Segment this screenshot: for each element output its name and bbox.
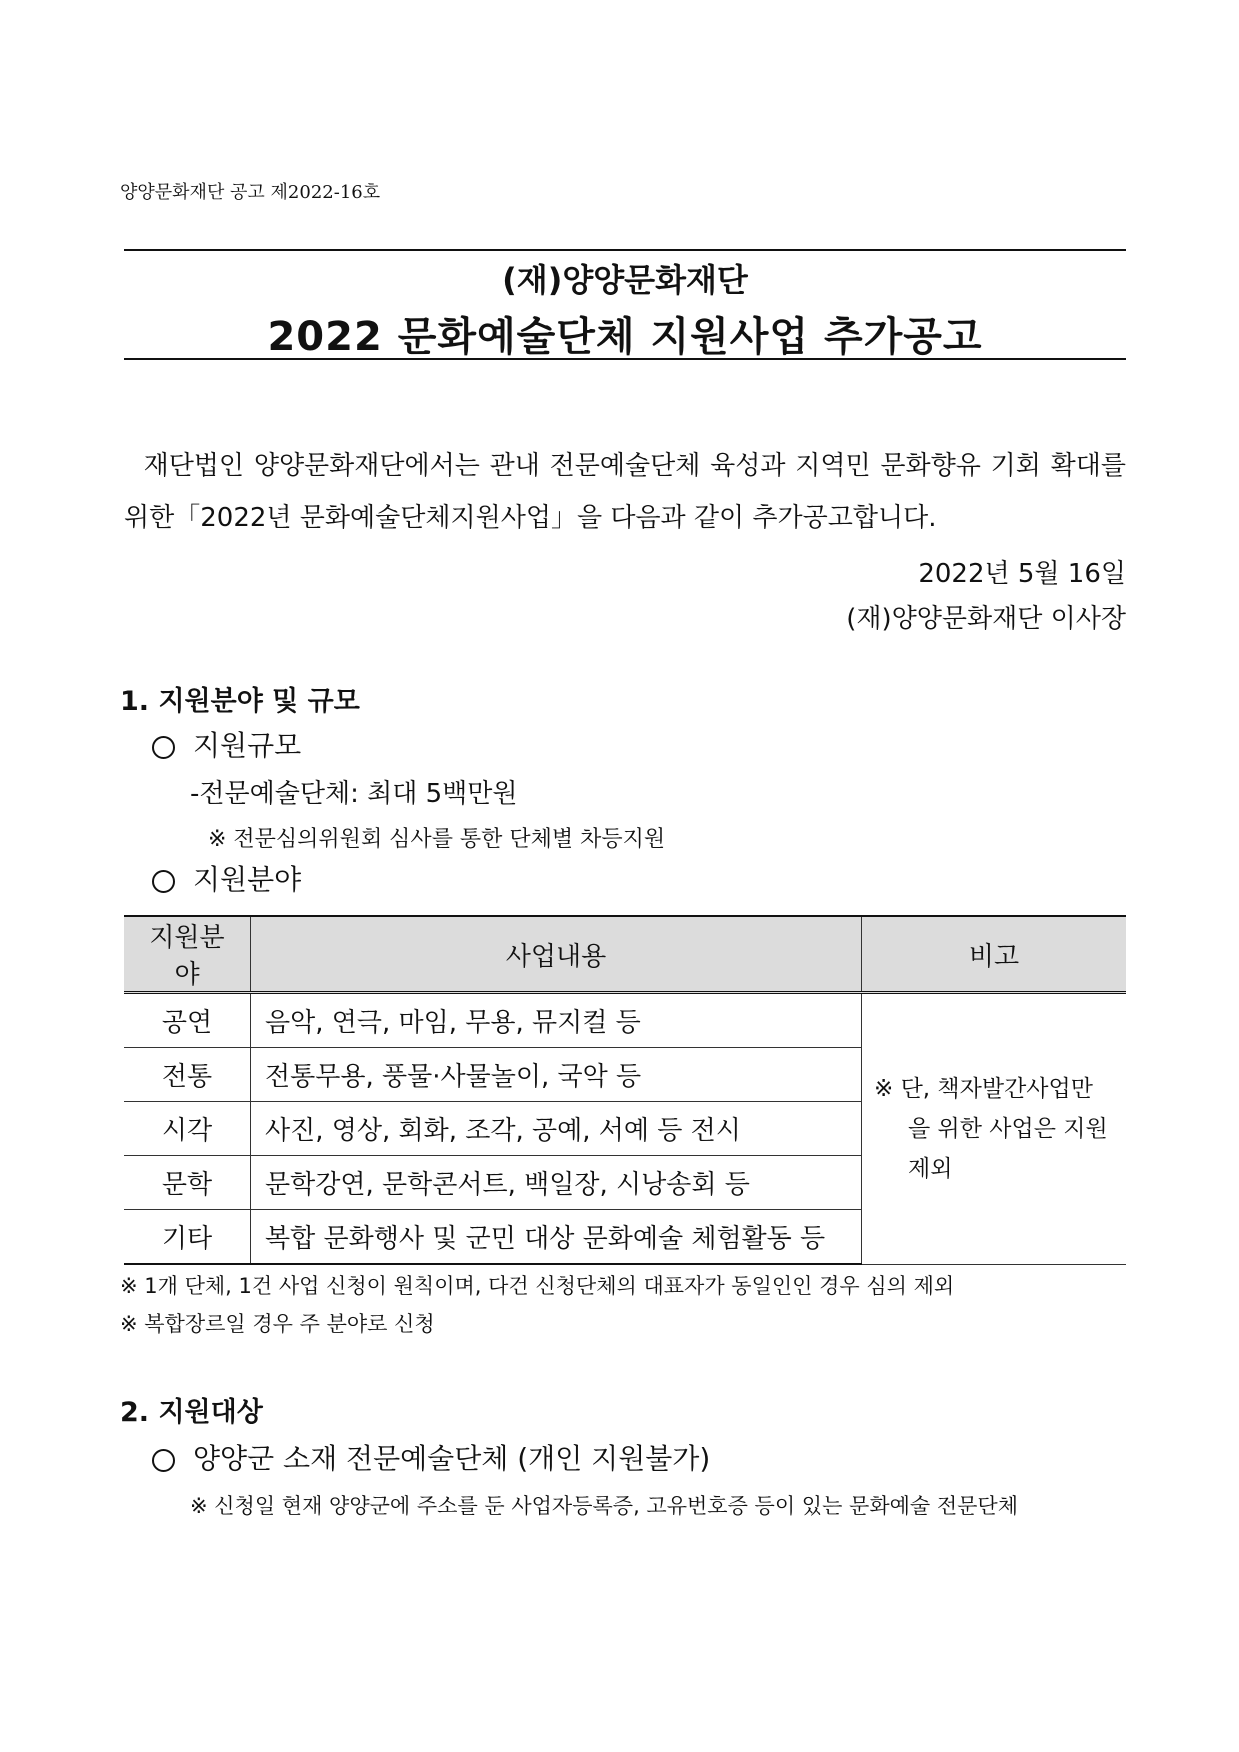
support-field-table bbox=[124, 915, 1126, 1265]
scale-note: ※ 전문심의위원회 심사를 통한 단체별 차등지원 bbox=[208, 827, 666, 852]
target-text: 양양군 소재 전문예술단체 (개인 지원불가) bbox=[193, 1442, 711, 1475]
target-note: ※ 신청일 현재 양양군에 주소를 둔 사업자등록증, 고유번호증 등이 있는 문화예술 전문단체 bbox=[190, 1494, 1018, 1518]
table-cell-field: 문학 bbox=[124, 1156, 251, 1210]
table-row bbox=[124, 993, 1126, 1048]
target-item bbox=[152, 1437, 710, 1477]
intro-paragraph bbox=[124, 440, 1126, 544]
table-header-remarks: 비고 bbox=[862, 916, 1127, 993]
title-bottom-rule bbox=[124, 358, 1126, 360]
table-cell-content: 음악, 연극, 마임, 무용, 뮤지컬 등 bbox=[251, 993, 862, 1048]
field-item bbox=[152, 858, 301, 898]
scale-item bbox=[152, 724, 301, 764]
page-title: 2022 문화예술단체 지원사업 추가공고 bbox=[267, 314, 983, 360]
table-header-content: 사업내용 bbox=[251, 916, 862, 993]
footnote-single-application: ※ 1개 단체, 1건 사업 신청이 원칙이며, 다건 신청단체의 대표자가 동일인인 경우 심의 제외 bbox=[120, 1274, 955, 1298]
remarks-text: ※ 단, 책자발간사업만을 위한 사업은 지원 제외 bbox=[874, 1075, 1108, 1182]
circle-bullet-icon bbox=[152, 736, 175, 759]
table-cell-remarks bbox=[862, 993, 1127, 1265]
circle-bullet-icon bbox=[152, 870, 175, 893]
field-label: 지원분야 bbox=[193, 863, 302, 896]
notice-number: 양양문화재단 공고 제2022-16호 bbox=[120, 182, 381, 203]
table-header-field: 지원분야 bbox=[124, 916, 251, 993]
table-header-row bbox=[124, 916, 1126, 993]
table-cell-field: 공연 bbox=[124, 993, 251, 1048]
scale-label: 지원규모 bbox=[193, 729, 302, 762]
table-cell-field: 시각 bbox=[124, 1102, 251, 1156]
notice-signer: (재)양양문화재단 이사장 bbox=[846, 604, 1126, 634]
scale-detail: -전문예술단체: 최대 5백만원 bbox=[190, 779, 518, 809]
footnote-mixed-genre: ※ 복합장르일 경우 주 분야로 신청 bbox=[120, 1312, 435, 1336]
intro-text: 재단법인 양양문화재단에서는 관내 전문예술단체 육성과 지역민 문화향유 기회 확대를 위한「2022년 문화예술단체지원사업」을 다음과 같이 추가공고합니다. bbox=[124, 451, 1127, 533]
table-cell-field: 전통 bbox=[124, 1048, 251, 1102]
table-cell-content: 전통무용, 풍물·사물놀이, 국악 등 bbox=[251, 1048, 862, 1102]
section1-heading: 1. 지원분야 및 규모 bbox=[120, 686, 360, 717]
table-cell-content: 사진, 영상, 회화, 조각, 공예, 서예 등 전시 bbox=[251, 1102, 862, 1156]
notice-date: 2022년 5월 16일 bbox=[918, 559, 1126, 589]
table-cell-content: 복합 문화행사 및 군민 대상 문화예술 체험활동 등 bbox=[251, 1210, 862, 1265]
circle-bullet-icon bbox=[152, 1449, 175, 1472]
section2-heading: 2. 지원대상 bbox=[120, 1397, 263, 1428]
table-cell-content: 문학강연, 문학콘서트, 백일장, 시낭송회 등 bbox=[251, 1156, 862, 1210]
table-cell-field: 기타 bbox=[124, 1210, 251, 1265]
title-top-rule bbox=[124, 249, 1126, 251]
title-organization: (재)양양문화재단 bbox=[502, 261, 748, 299]
